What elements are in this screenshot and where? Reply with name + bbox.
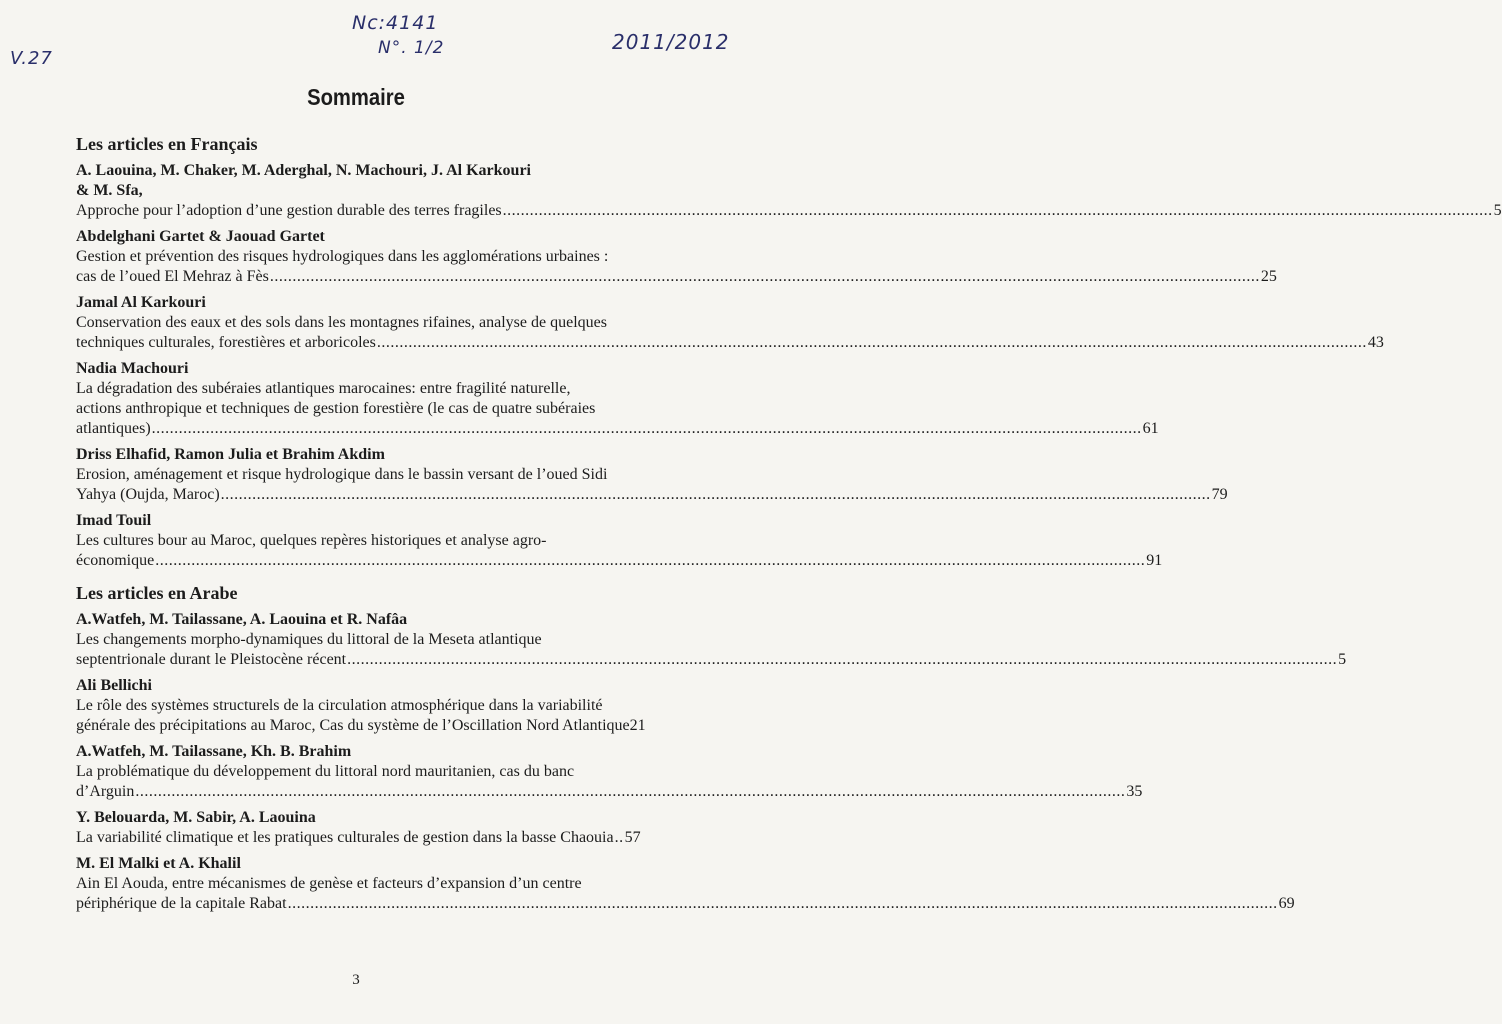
dot-leader: ............................................................................................................................................................................................................................	[151, 420, 1142, 437]
entry-title-line: atlantiques)	[76, 420, 151, 437]
toc-entry	[76, 610, 1347, 670]
page-number: 3	[352, 972, 360, 988]
entry-last-line	[76, 333, 1384, 353]
entry-page-number: 43	[1367, 334, 1384, 351]
entry-title-line: Approche pour l’adoption d’une gestion durable des terres fragiles	[76, 202, 502, 219]
entry-list	[76, 161, 1502, 571]
page-title: Sommaire	[307, 84, 405, 110]
entry-page-number: 25	[1260, 268, 1277, 285]
entry-title-line: périphérique de la capitale Rabat	[76, 895, 287, 912]
handwritten-catalog-number: Nc:4141	[352, 12, 439, 34]
toc-entry	[76, 854, 1295, 914]
table-of-contents	[76, 134, 1502, 920]
entry-page-number: 91	[1146, 552, 1163, 569]
entry-authors: Nadia Machouri	[76, 360, 189, 377]
section-heading: Les articles en Arabe	[76, 583, 238, 603]
toc-entry	[76, 676, 650, 736]
entry-last-line	[76, 650, 1347, 670]
toc-entry	[76, 742, 1143, 802]
entry-title-line: La problématique du développement du littoral nord mauritanien, cas du banc	[76, 763, 575, 780]
dot-leader: ............................................................................................................................................................................................................................	[376, 334, 1367, 351]
entry-title-line: économique	[76, 552, 155, 569]
entry-last-line	[76, 716, 650, 736]
entry-title-line: septentrionale durant le Pleistocène récent	[76, 651, 347, 668]
entry-title-line: techniques culturales, forestières et arboricoles	[76, 334, 376, 351]
entry-title-line: Les changements morpho-dynamiques du littoral de la Meseta atlantique	[76, 631, 542, 648]
entry-authors: Imad Touil	[76, 512, 152, 529]
entry-last-line	[76, 485, 1228, 505]
entry-title-line: Yahya (Oujda, Maroc)	[76, 486, 220, 503]
entry-title-line: cas de l’oued El Mehraz à Fès	[76, 268, 269, 285]
entry-authors: M. El Malki et A. Khalil	[76, 855, 241, 872]
entry-page-number: 35	[1126, 783, 1143, 800]
entry-title-line: Ain El Aouda, entre mécanismes de genèse et facteurs d’expansion d’un centre	[76, 875, 582, 892]
entry-page-number: 21	[629, 717, 646, 734]
handwritten-issue-number: N°. 1/2	[378, 38, 445, 58]
entry-authors: Jamal Al Karkouri	[76, 294, 206, 311]
entry-title-line: La variabilité climatique et les pratiques culturales de gestion dans la basse Chaouia	[76, 829, 614, 846]
dot-leader: ............................................................................................................................................................................................................................	[502, 202, 1493, 219]
entry-last-line	[76, 894, 1295, 914]
dot-leader: ............................................................................................................................................................................................................................	[269, 268, 1260, 285]
entry-last-line	[76, 419, 1159, 439]
toc-entry	[76, 445, 1228, 505]
dot-leader: ............................................................................................................................................................................................................................	[347, 651, 1338, 668]
entry-authors: A.Watfeh, M. Tailassane, A. Laouina et R. Nafâa	[76, 611, 408, 628]
entry-title-line: d’Arguin	[76, 783, 135, 800]
entry-last-line	[76, 267, 1277, 287]
entry-list	[76, 610, 1347, 914]
entry-title-line: actions anthropique et techniques de gestion forestière (le cas de quatre subéraies	[76, 400, 596, 417]
entry-title-line: Les cultures bour au Maroc, quelques repères historiques et analyse agro-	[76, 532, 547, 549]
entry-title-line: Gestion et prévention des risques hydrologiques dans les agglomérations urbaines :	[76, 248, 609, 265]
entry-title-line: La dégradation des subéraies atlantiques marocaines: entre fragilité naturelle,	[76, 380, 571, 397]
entry-title-line: Le rôle des systèmes structurels de la circulation atmosphérique dans la variabilité	[76, 697, 603, 714]
handwritten-volume: V.27	[10, 48, 53, 69]
dot-leader: ..	[614, 829, 624, 846]
section-heading: Les articles en Français	[76, 134, 258, 154]
handwritten-years: 2011/2012	[612, 30, 730, 54]
dot-leader: ............................................................................................................................................................................................................................	[135, 783, 1126, 800]
entry-title-line: générale des précipitations au Maroc, Cas du système de l’Oscillation Nord Atlantique	[76, 717, 630, 734]
entry-page-number: 61	[1142, 420, 1159, 437]
entry-page-number: 57	[624, 829, 641, 846]
entry-authors: & M. Sfa,	[76, 182, 143, 199]
entry-authors: Y. Belouarda, M. Sabir, A. Laouina	[76, 809, 316, 826]
toc-entry	[76, 161, 1502, 221]
entry-last-line	[76, 828, 650, 848]
entry-page-number: 5	[1338, 651, 1347, 668]
dot-leader: ............................................................................................................................................................................................................................	[155, 552, 1146, 569]
section-french-articles	[76, 134, 1502, 571]
toc-entry	[76, 511, 1163, 571]
toc-entry	[76, 293, 1384, 353]
entry-page-number: 79	[1211, 486, 1228, 503]
entry-authors: Abdelghani Gartet & Jaouad Gartet	[76, 228, 325, 245]
dot-leader: ............................................................................................................................................................................................................................	[220, 486, 1211, 503]
entry-page-number: 5	[1493, 202, 1502, 219]
entry-page-number: 69	[1278, 895, 1295, 912]
section-arabic-articles	[76, 583, 1347, 914]
entry-title-line: Conservation des eaux et des sols dans les montagnes rifaines, analyse de quelques	[76, 314, 607, 331]
entry-authors: Ali Bellichi	[76, 677, 152, 694]
toc-entry	[76, 227, 1277, 287]
toc-entry	[76, 808, 650, 848]
entry-last-line	[76, 782, 1143, 802]
entry-title-line: Erosion, aménagement et risque hydrologique dans le bassin versant de l’oued Sidi	[76, 466, 608, 483]
entry-authors: Driss Elhafid, Ramon Julia et Brahim Akdim	[76, 446, 385, 463]
entry-authors: A.Watfeh, M. Tailassane, Kh. B. Brahim	[76, 743, 352, 760]
entry-last-line	[76, 551, 1163, 571]
dot-leader: ............................................................................................................................................................................................................................	[287, 895, 1278, 912]
entry-last-line	[76, 201, 1502, 221]
toc-entry	[76, 359, 1159, 439]
entry-authors: A. Laouina, M. Chaker, M. Aderghal, N. Machouri, J. Al Karkouri	[76, 162, 531, 179]
